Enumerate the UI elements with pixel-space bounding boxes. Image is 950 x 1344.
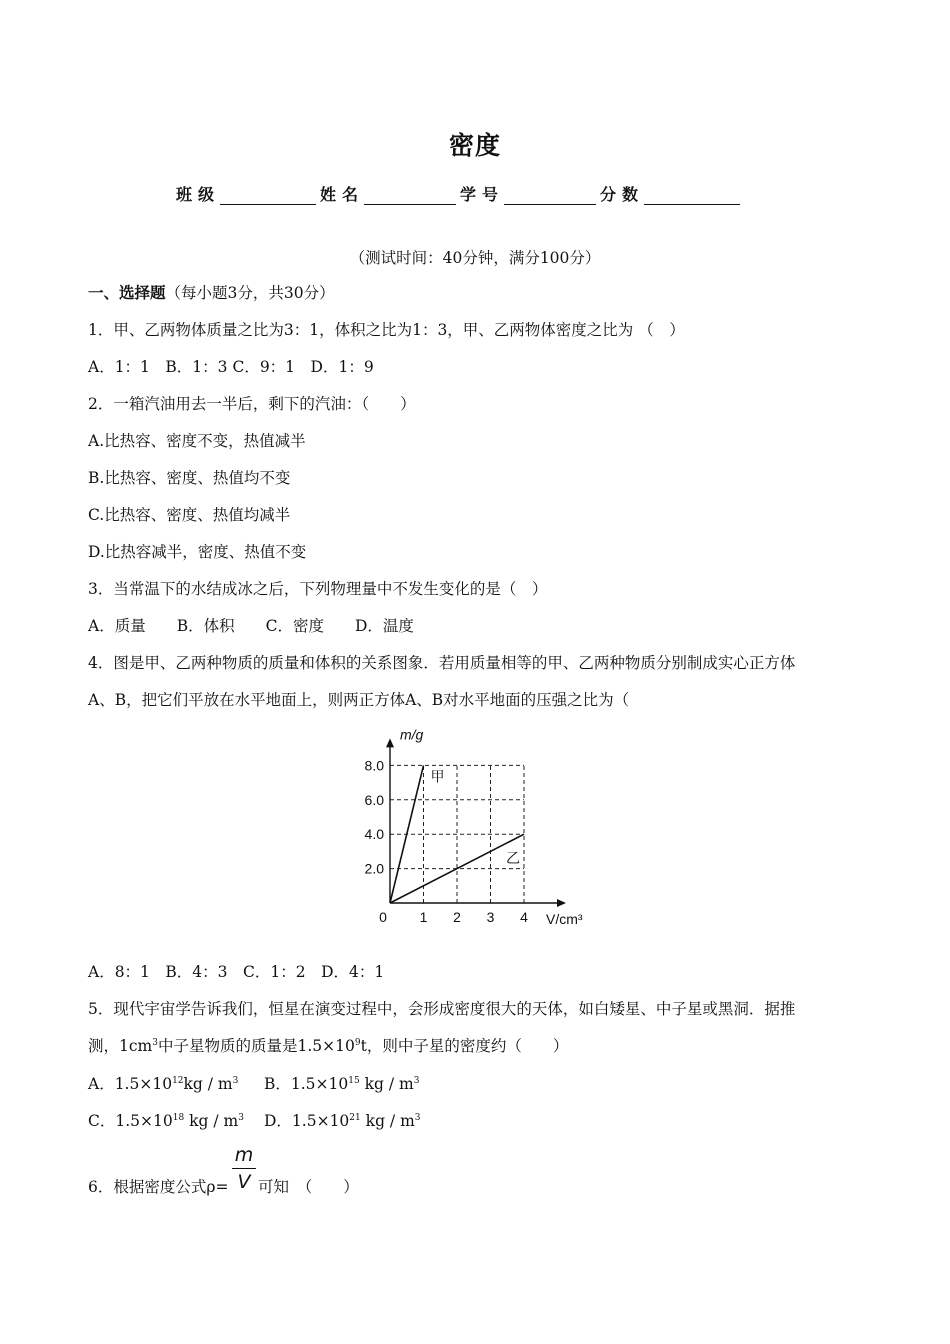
q4-stem-line2: A、B，把它们平放在水平地面上，则两正方体A、B对水平地面的压强之比为（	[88, 691, 630, 709]
chart-grid	[390, 765, 524, 903]
x-axis-label: V/cm³	[546, 911, 583, 927]
student-id-label: 学号	[460, 185, 505, 204]
q5-stem-line1: 5．现代宇宙学告诉我们，恒星在演变过程中，会形成密度很大的天体，如白矮星、中子星或黑洞．据推	[88, 1000, 796, 1018]
y-axis-label: m/g	[400, 726, 424, 743]
y-tick-label: 2.0	[364, 860, 384, 877]
q5-option-a: A．$1.5\times 10^{12}kg / m^3$	[88, 1075, 239, 1093]
density-formula-fraction	[232, 1144, 256, 1193]
q5-sup-a: 3	[152, 1038, 158, 1048]
q2-option-a: A.比热容、密度不变，热值减半	[88, 432, 306, 450]
x-tick-label: 3	[486, 909, 495, 925]
q2-option-d: D.比热容减半，密度、热值不变	[88, 543, 307, 561]
q2-option-b: B.比热容、密度、热值均不变	[88, 469, 291, 487]
q1-options: A．1：1 B．1：3 C．9：1 D．1：9	[88, 358, 374, 376]
q5-stem-line2	[88, 1036, 568, 1056]
name-blank[interactable]	[364, 182, 456, 205]
q6-stem-post: 可知 （ ）	[258, 1178, 359, 1196]
x-tick-label: 1	[419, 909, 428, 925]
student-id-blank[interactable]	[504, 182, 596, 205]
section-note: （每小题3分，共30分）	[165, 284, 335, 302]
fraction-bar	[232, 1168, 256, 1169]
q5-option-c: C．$1.5\times 10^{18}$ kg / $m^3$	[88, 1112, 244, 1130]
y-tick-label: 8.0	[364, 757, 384, 774]
q5-option-b: B．$1.5\times 10^{15}$ kg / $m^3$	[264, 1075, 420, 1093]
q5-text-b: 中子星物质的质量是1.5×10	[157, 1037, 355, 1055]
q1-stem: 1．甲、乙两物体质量之比为3：1，体积之比为1：3，甲、乙两物体密度之比为 （ ）	[88, 321, 685, 339]
series-label-jia: 甲	[430, 768, 445, 785]
score-blank[interactable]	[644, 182, 740, 205]
q5-text-a: 测，1cm	[88, 1037, 153, 1055]
mass-volume-chart	[340, 716, 620, 936]
class-label: 班级	[176, 185, 221, 204]
x-axis-arrow	[557, 899, 566, 907]
y-tick-label: 4.0	[364, 826, 384, 843]
q2-option-c: C.比热容、密度、热值均减半	[88, 506, 291, 524]
q4-options: A．8：1 B．4：3 C．1：2 D．4：1	[88, 963, 385, 981]
page-title: 密度	[448, 131, 501, 160]
q3-options: A．质量 B．体积 C．密度 D．温度	[88, 617, 414, 635]
x-tick-label: 0	[379, 909, 387, 925]
test-note: （测试时间：40分钟，满分100分）	[349, 249, 601, 267]
chart-axes	[386, 738, 566, 907]
x-tick-label: 2	[453, 909, 461, 925]
name-label: 姓名	[320, 185, 365, 204]
q5-option-d: D．$1.5\times 10^{21}$ kg / $m^3$	[264, 1112, 421, 1130]
score-label: 分数	[600, 185, 645, 204]
fraction-denominator: V	[237, 1171, 251, 1193]
class-blank[interactable]	[220, 182, 316, 205]
student-info-row	[176, 182, 744, 205]
q5-sup-b: 9	[354, 1038, 361, 1048]
y-axis-arrow	[386, 738, 394, 747]
q6-stem-pre: 6．根据密度公式ρ=	[88, 1178, 229, 1196]
q3-stem: 3．当常温下的水结成冰之后，下列物理量中不发生变化的是（ ）	[88, 580, 548, 598]
y-tick-label: 6.0	[364, 791, 384, 808]
section-heading	[88, 283, 335, 303]
series-label-yi: 乙	[506, 850, 520, 867]
fraction-numerator: m	[234, 1144, 254, 1166]
section-title: 一、选择题	[88, 283, 166, 302]
q4-stem-line1: 4．图是甲、乙两种物质的质量和体积的关系图象．若用质量相等的甲、乙两种物质分别制成实心正方体	[88, 654, 796, 672]
q5-text-c: t，则中子星的密度约（ ）	[360, 1037, 569, 1055]
x-tick-label: 4	[520, 909, 528, 925]
chart-labels	[365, 726, 583, 927]
q2-stem: 2．一箱汽油用去一半后，剩下的汽油：（ ）	[88, 395, 416, 413]
